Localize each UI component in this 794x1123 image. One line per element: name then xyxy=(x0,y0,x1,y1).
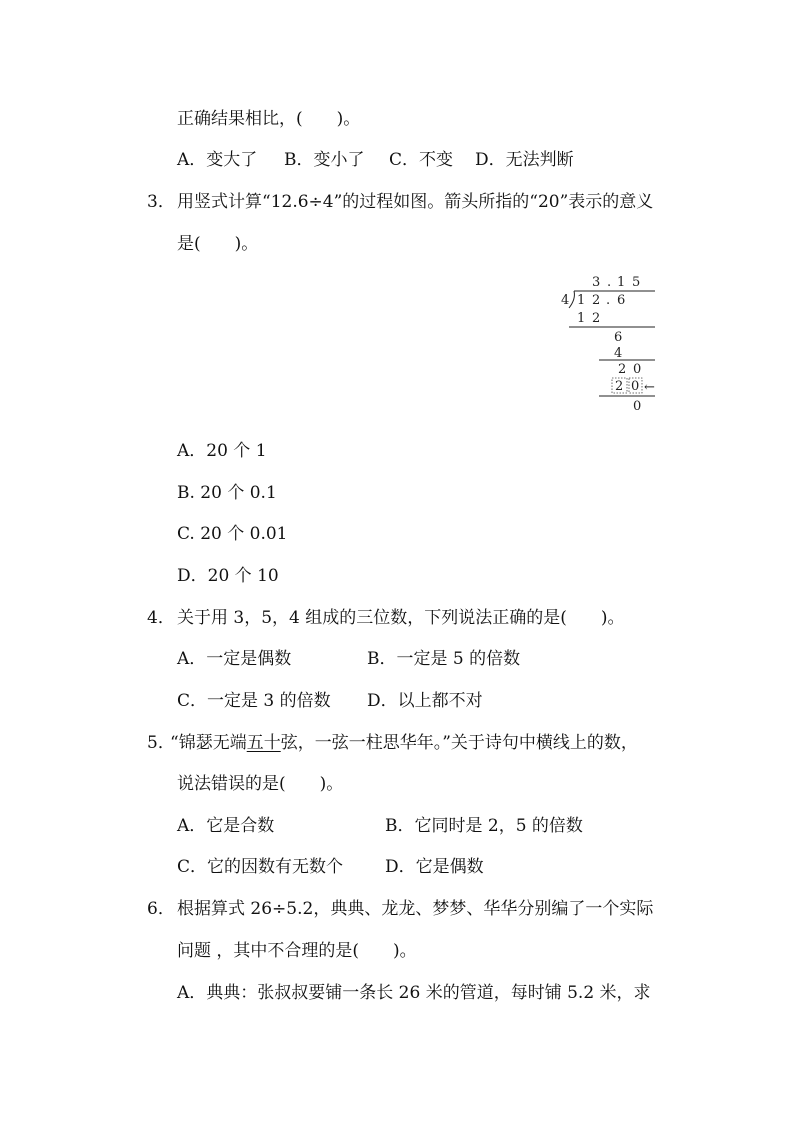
q6-stem-line2: 问题 ，其中不合理的是( )。 xyxy=(177,941,417,961)
q5-option-a: A．它是合数 xyxy=(177,816,275,836)
quotient-digit: 5 xyxy=(632,275,641,290)
q6-stem-line1: 根据算式 26÷5.2，典典、龙龙、梦梦、华华分别编了一个实际 xyxy=(177,899,654,919)
q6-number: 6． xyxy=(147,899,175,919)
q4-option-b: B．一定是 5 的倍数 xyxy=(367,649,521,669)
dividend-point: . xyxy=(606,293,611,308)
q3-stem-line2: 是( )。 xyxy=(177,234,259,254)
q5-quote-rest: 弦，一弦一柱思华年。”关于诗句中横线上的数， xyxy=(280,733,638,753)
q4-number: 4． xyxy=(147,608,175,628)
q3-number: 3． xyxy=(147,192,175,212)
q2-option-a: A．变大了 xyxy=(177,150,258,170)
q2-option-c: C．不变 xyxy=(389,150,454,170)
q6-option-a: A．典典：张叔叔要铺一条长 26 米的管道，每时铺 5.2 米，求 xyxy=(177,983,651,1003)
q3-option-a: A．20 个 1 xyxy=(177,441,267,461)
long-division-figure xyxy=(555,270,675,420)
step-digit: 6 xyxy=(614,330,623,345)
q5-quote-start: “锦瑟无端 xyxy=(170,733,247,753)
q4-stem: 关于用 3，5，4 组成的三位数，下列说法正确的是( )。 xyxy=(177,608,625,628)
step-digit: 2 xyxy=(592,311,601,326)
q4-option-a: A．一定是偶数 xyxy=(177,649,292,669)
dividend-digit: 1 xyxy=(577,293,586,308)
step-digit: 1 xyxy=(577,311,586,326)
step-digit: 2 xyxy=(618,362,627,377)
dividend-digit: 2 xyxy=(592,293,601,308)
q5-stem-line1 xyxy=(170,732,638,754)
q4-option-c: C．一定是 3 的倍数 xyxy=(177,691,331,711)
q4-option-d: D．以上都不对 xyxy=(367,691,483,711)
q3-option-d: D．20 个 10 xyxy=(177,566,279,586)
step-digit-highlighted: 2 xyxy=(615,379,624,394)
q3-option-c: C. 20 个 0.01 xyxy=(177,524,288,544)
step-digit: 0 xyxy=(633,362,642,377)
q2-option-d: D．无法判断 xyxy=(475,150,574,170)
q5-option-c: C．它的因数有无数个 xyxy=(177,857,344,877)
q5-option-b: B．它同时是 2，5 的倍数 xyxy=(385,816,583,836)
q2-option-b: B．变小了 xyxy=(284,150,365,170)
quotient-digit: 3 xyxy=(592,275,601,290)
q5-stem-line2: 说法错误的是( )。 xyxy=(177,774,344,794)
q3-stem-line1: 用竖式计算“12.6÷4”的过程如图。箭头所指的“20”表示的意义 xyxy=(177,192,654,212)
quotient-point: . xyxy=(607,275,612,290)
dividend-digit: 6 xyxy=(617,293,626,308)
q3-option-b: B. 20 个 0.1 xyxy=(177,483,277,503)
q2-continuation-text: 正确结果相比，( )。 xyxy=(177,109,361,129)
q5-number: 5． xyxy=(147,733,175,753)
remainder-digit: 0 xyxy=(633,399,642,414)
q5-underlined-number: 五十 xyxy=(246,733,281,753)
divisor: 4 xyxy=(561,293,570,308)
division-bracket xyxy=(569,291,574,308)
q5-option-d: D．它是偶数 xyxy=(385,857,484,877)
arrow-icon: ← xyxy=(644,380,655,395)
step-digit: 4 xyxy=(614,346,623,361)
step-digit-highlighted: 0 xyxy=(631,379,640,394)
quotient-digit: 1 xyxy=(617,275,626,290)
